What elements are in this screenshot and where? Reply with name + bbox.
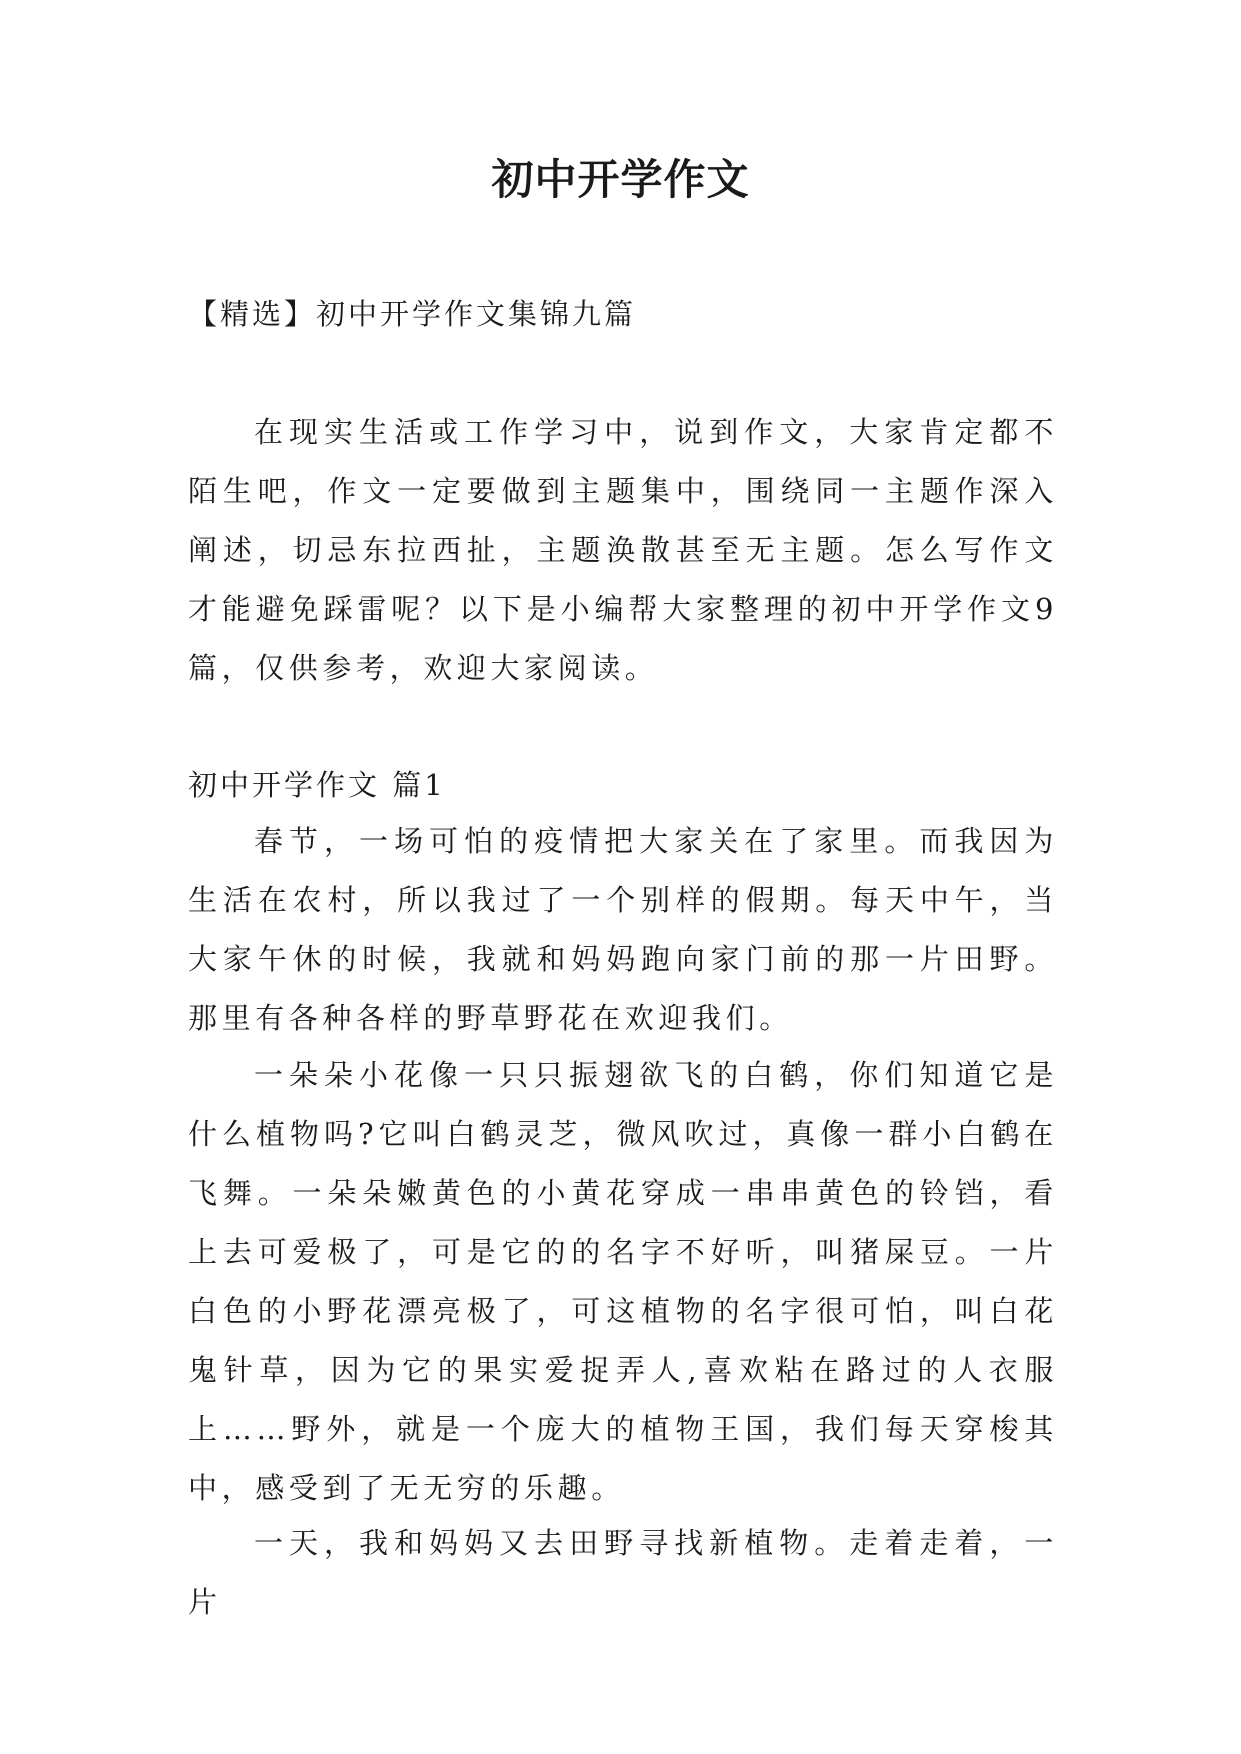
section-heading: 初中开学作文 篇1 <box>188 768 446 802</box>
body-paragraph: 一朵朵小花像一只只振翅欲飞的白鹤，你们知道它是什么植物吗?它叫白鹤灵芝，微风吹过，真像一群小白鹤在飞舞。一朵朵嫩黄色的小黄花穿成一串串黄色的铃铛，看上去可爱极了，可是它的的名字不好听，叫猪屎豆。一片白色的小野花漂亮极了，可这植物的名字很可怕，叫白花鬼针草，因为它的果实爱捉弄人,喜欢粘在路过的人衣服上……野外，就是一个庞大的植物王国，我们每天穿梭其中，感受到了无无穷的乐趣。 <box>188 1058 1058 1505</box>
body-paragraph: 一天，我和妈妈又去田野寻找新植物。走着走着，一片 <box>188 1526 1058 1619</box>
document-title: 初中开学作文 <box>491 155 750 204</box>
intro-paragraph: 在现实生活或工作学习中，说到作文，大家肯定都不陌生吧，作文一定要做到主题集中，围绕同一主题作深入阐述，切忌东拉西扯，主题涣散甚至无主题。怎么写作文才能避免踩雷呢？以下是小编帮大家整理的初中开学作文9篇，仅供参考，欢迎大家阅读。 <box>188 415 1058 685</box>
body-paragraph: 春节，一场可怕的疫情把大家关在了家里。而我因为生活在农村，所以我过了一个别样的假期。每天中午，当大家午休的时候，我就和妈妈跑向家门前的那一片田野。那里有各种各样的野草野花在欢迎我们。 <box>188 824 1058 1035</box>
document-subtitle: 【精选】初中开学作文集锦九篇 <box>188 297 637 331</box>
